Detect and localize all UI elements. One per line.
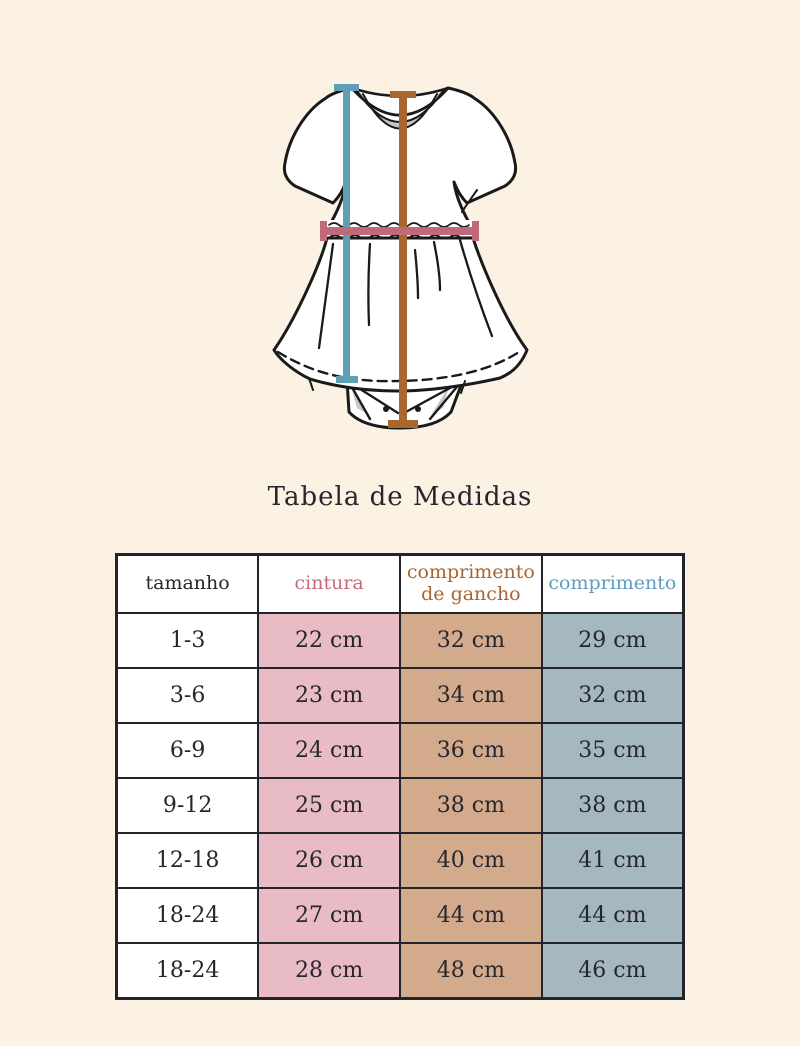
cell-size: 12-18	[117, 833, 259, 888]
cell-size: 9-12	[117, 778, 259, 833]
cell-comprimento: 44 cm	[542, 888, 684, 943]
header-comprimento-de-gancho: comprimento de gancho	[400, 555, 542, 614]
cell-comprimento: 46 cm	[542, 943, 684, 999]
table-row	[117, 613, 684, 668]
cell-cintura: 27 cm	[258, 888, 400, 943]
cell-size: 1-3	[117, 613, 259, 668]
cell-gancho: 32 cm	[400, 613, 542, 668]
cell-gancho: 38 cm	[400, 778, 542, 833]
table-header-row	[117, 555, 684, 614]
header-comprimento: comprimento	[542, 555, 684, 614]
header-tamanho: tamanho	[117, 555, 259, 614]
cell-comprimento: 29 cm	[542, 613, 684, 668]
header-cintura: cintura	[258, 555, 400, 614]
cell-size: 18-24	[117, 888, 259, 943]
table-row	[117, 943, 684, 999]
cell-gancho: 34 cm	[400, 668, 542, 723]
cell-size: 6-9	[117, 723, 259, 778]
table-row	[117, 668, 684, 723]
table-row	[117, 778, 684, 833]
cell-cintura: 22 cm	[258, 613, 400, 668]
cell-cintura: 24 cm	[258, 723, 400, 778]
cell-gancho: 36 cm	[400, 723, 542, 778]
dress-illustration	[230, 50, 570, 460]
cell-size: 3-6	[117, 668, 259, 723]
cell-gancho: 44 cm	[400, 888, 542, 943]
table-row	[117, 833, 684, 888]
cell-comprimento: 32 cm	[542, 668, 684, 723]
cell-cintura: 28 cm	[258, 943, 400, 999]
table-row	[117, 888, 684, 943]
cell-gancho: 48 cm	[400, 943, 542, 999]
cell-cintura: 26 cm	[258, 833, 400, 888]
measurements-table	[115, 553, 685, 1000]
cell-comprimento: 38 cm	[542, 778, 684, 833]
cell-comprimento: 35 cm	[542, 723, 684, 778]
cell-size: 18-24	[117, 943, 259, 999]
table-row	[117, 723, 684, 778]
cell-cintura: 23 cm	[258, 668, 400, 723]
cell-cintura: 25 cm	[258, 778, 400, 833]
cell-comprimento: 41 cm	[542, 833, 684, 888]
cell-gancho: 40 cm	[400, 833, 542, 888]
page-title: Tabela de Medidas	[267, 482, 533, 512]
